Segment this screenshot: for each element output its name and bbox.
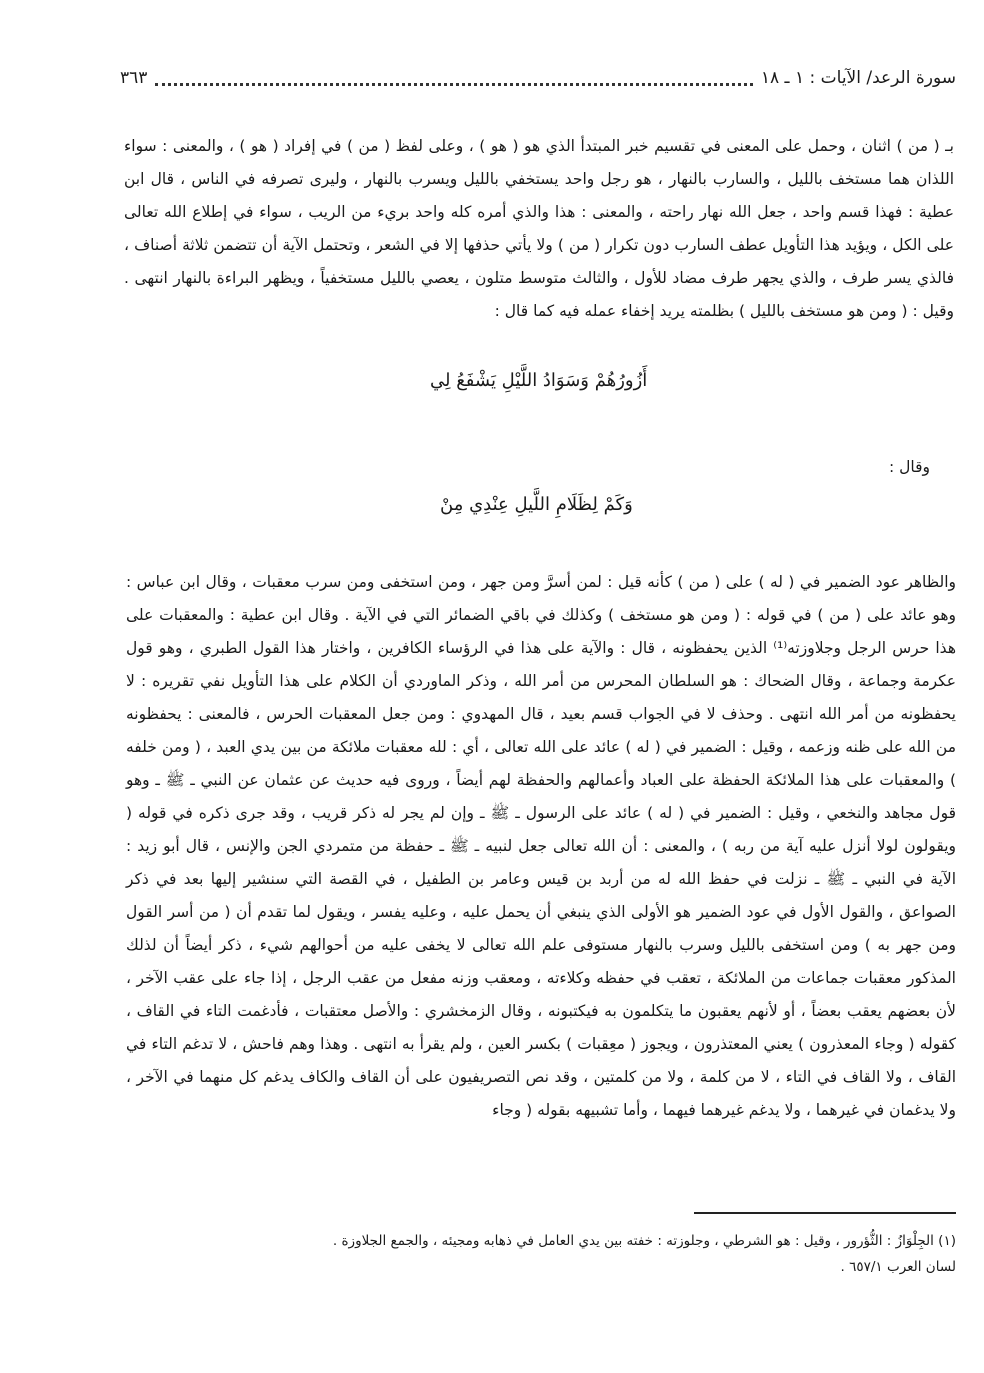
poetry-verse-1: أَزُورُهُمْ وَسَوَادُ اللَّيْلِ يَشْفَعُ لِي	[430, 370, 648, 391]
footnote	[126, 1228, 956, 1280]
verse-intro: وقال :	[888, 458, 930, 476]
surah-title: سورة الرعد/ الآيات : ١ ـ ١٨	[760, 68, 956, 88]
paragraph-1: بـ ( من ) اثنان ، وحمل على المعنى في تقسيم خبر المبتدأ الذي هو ( هو ) ، وعلى لفظ ( من ) في إفراد ( هو ) ، والمعنى : سواء اللذان هما مستخف بالليل ، والسارب بالنهار ، هو رجل واحد يستخفي بالليل ويسرب بالنهار ، وليرى تصرفه في الناس ، قال ابن عطية : فهذا قسم واحد ، جعل الله نهار راحته ، والمعنى : هذا والذي أمره كله واحد بريء من الريب ، سواء في إطلاع الله تعالى على الكل ، ويؤيد هذا التأويل عطف السارب دون تكرار ( من ) ولا يأتي حذفها إلا في الشعر ، وتحتمل الآية أن تتضمن ثلاثة أصناف ، فالذي يسر طرف ، والذي يجهر طرف مضاد للأول ، والثالث متوسط متلون ، يعصي بالليل مستخفياً ، ويظهر البراءة بالنهار انتهى . وقيل : ( ومن هو مستخف بالليل ) بظلمته يريد إخفاء عمله فيه كما قال :	[124, 136, 954, 320]
poetry-verse-2: وَكَمْ لِظَلَامِ اللَّيلِ عِنْدِي مِنْ	[440, 494, 633, 515]
page-number: ٣٦٣	[120, 68, 148, 88]
footnote-line-2: لسان العرب ٦٥٧/١ .	[840, 1259, 956, 1275]
footnote-line-1: (١) الجِلْوَازُ : الثُّؤرور ، وقيل : هو الشرطي ، وجلوزته : خفته بين يدي العامل في ذهابه ومجيئه ، والجمع الجلاوزة .	[332, 1233, 956, 1249]
running-header	[120, 64, 956, 92]
header-dot-leader	[155, 83, 752, 86]
paragraph-2: والظاهر عود الضمير في ( له ) على ( من ) كأنه قيل : لمن أسرَّ ومن جهر ، ومن استخفى ومن سرب معقبات ، وقال ابن عباس : وهو عائد على ( من ) في قوله : ( ومن هو مستخف ) وكذلك في باقي الضمائر التي في الآية . وقال ابن عطية : والمعقبات على هذا حرس الرجل وجلاوزته⁽¹⁾ الذين يحفظونه ، قال : والآية على هذا في الرؤساء الكافرين ، واختار هذا القول الطبري ، وهو قول عكرمة وجماعة ، وقال الضحاك : هو السلطان المحرس من أمر الله ، وذكر الماوردي أن الكلام على هذا التأويل نفي تقريره : لا يحفظونه من أمر الله انتهى . وحذف لا في الجواب قسم بعيد ، قال المهدوي : ومن جعل المعقبات الحرس ، فالمعنى : يحفظونه من الله على ظنه وزعمه ، وقيل : الضمير في ( له ) عائد على الله تعالى ، أي : لله معقبات ملائكة من بين يدي العبد ، ( ومن خلفه ) والمعقبات على هذا الملائكة الحفظة على العباد وأعمالهم والحفظة لهم أيضاً ، وروى فيه حديث عن عثمان عن النبي ـ ﷺ ـ وهو قول مجاهد والنخعي ، وقيل : الضمير في ( له ) عائد على الرسول ـ ﷺ ـ وإن لم يجر له ذكر قريب ، وقد جرى ذكره في قوله ( ويقولون لولا أنزل عليه آية من ربه ) ، والمعنى : أن الله تعالى جعل لنبيه ـ ﷺ ـ حفظة من متمردي الجن والإنس ، قال أبو زيد : الآية في النبي ـ ﷺ ـ نزلت في حفظ الله له من أربد بن قيس وعامر بن الطفيل ، في القصة التي سنشير إليها بعد في ذكر الصواعق ، والقول الأول في عود الضمير هو الأولى الذي ينبغي أن يحمل عليه ، وعليه يفسر ، ويقول لما تقدم أن ( من أسر القول ومن جهر به ) ومن استخفى بالليل وسرب بالنهار مستوفى علم الله تعالى لا يخفى عليه من أحوالهم شيء ، ذكر أيضاً أن لذلك المذكور معقبات جماعات من الملائكة ، تعقب في حفظه وكلاءته ، ومعقب وزنه مفعل من عقب الرجل ، إذا جاء على عقب الآخر ، لأن بعضهم يعقب بعضاً ، أو لأنهم يعقبون ما يتكلمون به فيكتبونه ، وقال الزمخشري : والأصل معتقبات ، فأدغمت التاء في القاف ، كقوله ( وجاء المعذرون ) يعني المعتذرون ، ويجوز ( معِقبات ) بكسر العين ، ولم يقرأ به انتهى . وهذا وهم فاحش ، لا تدغم التاء في القاف ، ولا القاف في التاء ، لا من كلمة ، ولا من كلمتين ، وقد نص التصريفيون على أن القاف والكاف يدغم كل منهما في الآخر ، ولا يدغمان في غيرهما ، ولا يدغم غيرهما فيهما ، وأما تشبيهه بقوله ( وجاء	[126, 572, 956, 1119]
footnote-separator	[694, 1212, 956, 1214]
